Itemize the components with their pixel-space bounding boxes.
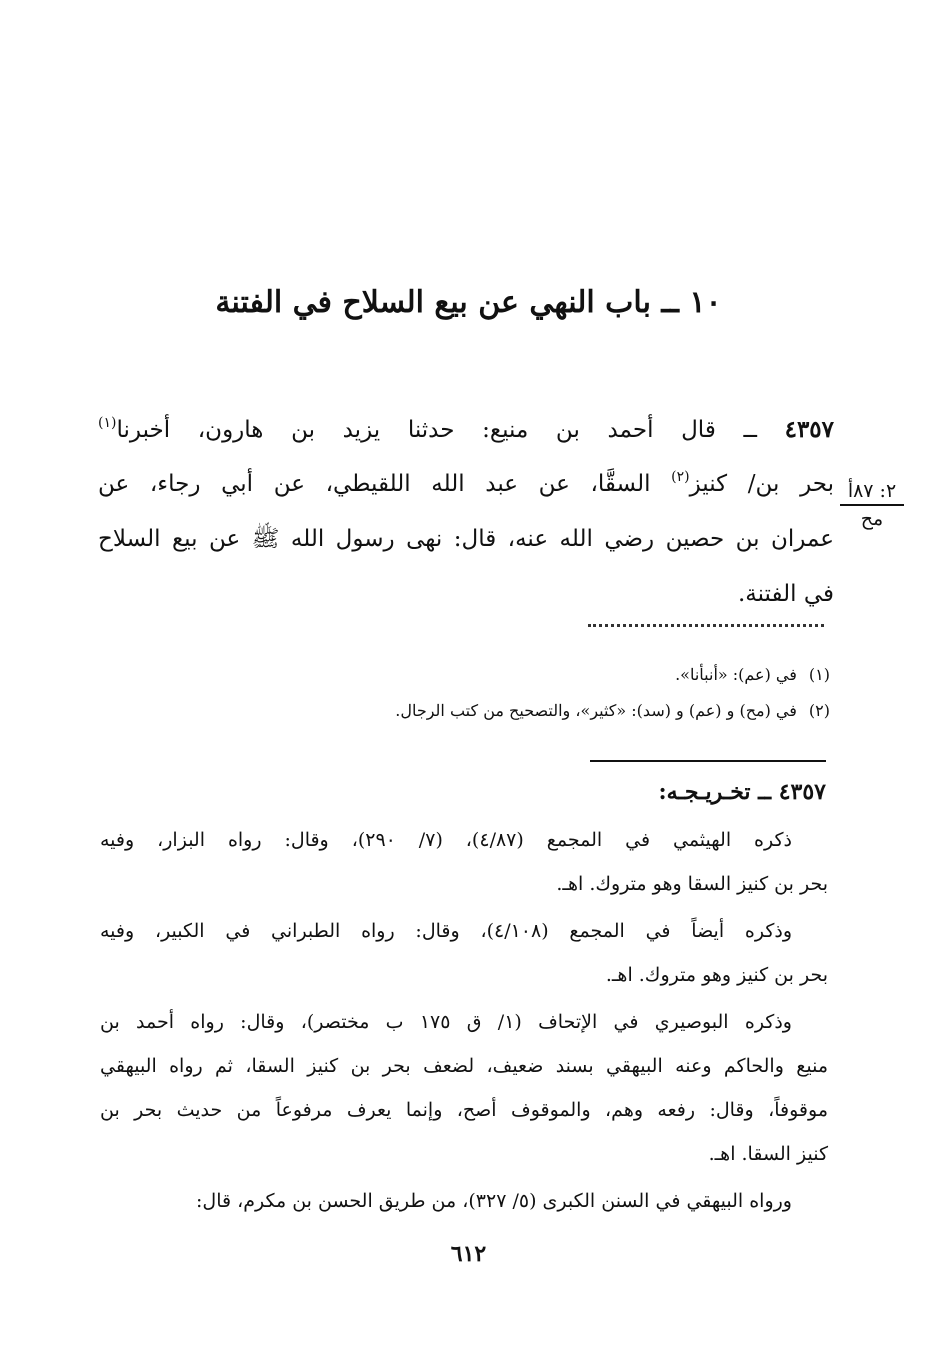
takhrij-line-7: موقوفاً، وقال: رفعه وهم، والموقوف أصح، وإنما يعرف مرفوعاً من حديث بحر بن	[100, 1099, 828, 1121]
footnote-2	[150, 693, 830, 729]
hadith-number: ٤٣٥٧	[784, 416, 835, 443]
footnote-1-text: في (عم): «أنبأنا».	[675, 665, 797, 684]
hadith-line-2a-text: بحر بن/ كنيز	[689, 471, 835, 497]
section-divider	[590, 760, 826, 762]
page-number: ٦١٢	[450, 1241, 487, 1267]
footnote-1-number: (١)	[808, 665, 830, 684]
footnote-2-number: (٢)	[808, 701, 830, 720]
margin-note	[840, 480, 904, 530]
takhrij-heading: ٤٣٥٧ ــ تخـريـجـه:	[658, 779, 826, 805]
footnote-marker-2: (٢)	[671, 469, 690, 485]
takhrij-line-3: وذكره أيضاً في المجمع (٤/١٠٨)، وقال: رواه الطبراني في الكبير، وفيه	[100, 920, 792, 942]
hadith-line-3: عمران بن حصين رضي الله عنه، قال: نهى رسول الله ﷺ عن بيع السلاح	[98, 526, 834, 552]
hadith-text	[98, 402, 834, 622]
takhrij-line-5: وذكره البوصيري في الإتحاف (١/ ق ١٧٥ ب مختصر)، وقال: رواه أحمد بن	[100, 1011, 792, 1033]
hadith-line-2	[98, 457, 834, 512]
takhrij-line-9: ورواه البيهقي في السنن الكبرى (٥/ ٣٢٧)، من طريق الحسن بن مكرم، قال:	[196, 1190, 792, 1212]
footnote-marker-1: (١)	[98, 415, 117, 431]
hadith-line-1	[98, 402, 834, 457]
hadith-line-1-text: ــ قال أحمد بن منيع: حدثنا يزيد بن هارون، أخبرنا	[116, 417, 757, 443]
takhrij-line-6: منيع والحاكم وعنه البيهقي بسند ضعيف، لضعف بحر بن كنيز السقا، ثم رواه البيهقي	[100, 1055, 828, 1077]
takhrij-line-1: ذكره الهيثمي في المجمع (٤/٨٧)، (٧/ ٢٩٠)، وقال: رواه البزار، وفيه	[100, 829, 792, 851]
footnote-1	[150, 657, 830, 693]
takhrij-body	[100, 818, 828, 1223]
takhrij-line-4: بحر بن كنيز وهو متروك. اهـ.	[605, 964, 828, 986]
chapter-title: ١٠ ــ باب النهي عن بيع السلاح في الفتنة	[215, 285, 722, 320]
footnote-2-text: في (مح) و (عم) و (سد): «كثير»، والتصحيح من كتب الرجال.	[395, 701, 797, 720]
margin-note-folio: ٢: ٨٧أ	[840, 480, 904, 506]
takhrij-line-2: بحر بن كنيز السقا وهو متروك. اهـ.	[556, 873, 828, 895]
hadith-line-4: في الفتنة.	[737, 581, 834, 607]
footnotes	[150, 657, 830, 729]
footnote-separator-dots	[588, 624, 824, 627]
margin-note-manuscript: مح	[860, 508, 884, 530]
hadith-line-2b-text: السقَّا، عن عبد الله اللقيطي، عن أبي رجاء، عن	[98, 471, 651, 497]
takhrij-line-8: كنيز السقا. اهـ.	[708, 1143, 828, 1165]
